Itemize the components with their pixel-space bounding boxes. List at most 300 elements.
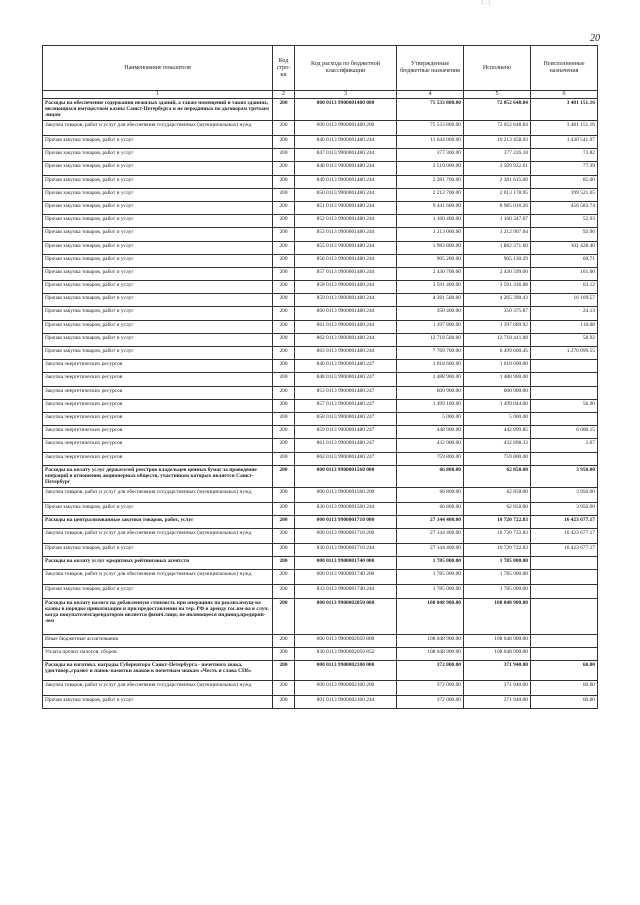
cell-kbk: 846 0113 9900001480 244 (295, 136, 397, 149)
table-row (43, 515, 598, 528)
column-number: 6 (531, 91, 598, 99)
table-row (43, 333, 598, 346)
cell-kbk: 858 0113 9900001480 244 (295, 281, 397, 294)
cell-name: Уплата прочих налогов, сборов (43, 647, 273, 660)
cell-approved: 27 144 400.00 (397, 515, 464, 528)
cell-name: Расходы на оплату налога на добавленную стоимость при операциях по реализ.имущ-ва казны в порядке приватизации и при предоставлении на тер. РФ в аренду гос.им-ва в случ. когда покупателем/арендатором является физич.лицо, не являющееся индивид.предприн-лем (43, 598, 273, 634)
cell-approved: 4 281 500.00 (397, 294, 464, 307)
cell-executed: 1 488 900.00 (464, 373, 531, 386)
cell-kbk: 862 0113 9900001480 247 (295, 452, 397, 465)
cell-unexecuted: 60.00 (531, 681, 598, 696)
cell-approved: 1 785 000.00 (397, 570, 464, 585)
table-row (43, 696, 598, 709)
cell-code: 200 (273, 241, 295, 254)
table-row (43, 502, 598, 515)
cell-code: 200 (273, 452, 295, 465)
cell-kbk: 850 0113 9900001480 244 (295, 188, 397, 201)
cell-executed: 1 397 689.92 (464, 320, 531, 333)
cell-kbk: 000 0113 9900002050 800 (295, 634, 397, 647)
cell-executed: 3 212 907.04 (464, 228, 531, 241)
cell-name: Прочая закупка товаров, работ и услуг (43, 188, 273, 201)
table-row (43, 529, 598, 544)
cell-kbk: 000 0113 9900001560 200 (295, 487, 397, 502)
table-row (43, 426, 598, 439)
cell-name: Расходы на оплату услуг держателей реестров владельцев ценных бумаг за проведение операций в отношении акционерных обществ, участником которых является Санкт-Петербург (43, 465, 273, 487)
cell-unexecuted: 58.92 (531, 333, 598, 346)
cell-executed: 350 375.87 (464, 307, 531, 320)
cell-executed: 1 785 000.00 (464, 570, 531, 585)
cell-approved: 372 000.00 (397, 696, 464, 709)
cell-code: 200 (273, 373, 295, 386)
cell-unexecuted: 110.08 (531, 320, 598, 333)
cell-kbk: 000 0113 9900001480 200 (295, 121, 397, 136)
cell-kbk: 855 0113 9900001480 244 (295, 241, 397, 254)
cell-kbk: 000 0113 9900001480 000 (295, 99, 397, 121)
cell-executed: 2 013 178.95 (464, 188, 531, 201)
page-number: 20 (590, 33, 600, 44)
cell-name: Закупка энергетических ресурсов (43, 412, 273, 425)
table-row (43, 347, 598, 360)
cell-unexecuted (531, 585, 598, 598)
cell-code: 200 (273, 149, 295, 162)
table-row (43, 399, 598, 412)
column-numbers-row (43, 91, 598, 99)
column-number: 5 (464, 91, 531, 99)
cell-approved: 12 718 500.00 (397, 333, 464, 346)
cell-executed: 6 499 600.45 (464, 347, 531, 360)
cell-kbk: 847 0113 9900001480 244 (295, 149, 397, 162)
cell-kbk: 856 0113 9900001480 244 (295, 254, 397, 267)
cell-approved: 27 144 400.00 (397, 529, 464, 544)
cell-approved: 75 533 800.00 (397, 99, 464, 121)
cell-executed: 1 499 044.00 (464, 399, 531, 412)
table-row (43, 228, 598, 241)
cell-code: 200 (273, 696, 295, 709)
cell-unexecuted: 56.00 (531, 399, 598, 412)
cell-approved: 1 397 800.00 (397, 320, 464, 333)
cell-unexecuted: 60.00 (531, 696, 598, 709)
cell-approved: 1 018 600.00 (397, 360, 464, 373)
cell-kbk: 833 0113 9900001740 244 (295, 585, 397, 598)
cell-unexecuted: 101 428.40 (531, 241, 598, 254)
cell-name: Прочая закупка товаров, работ и услуг (43, 162, 273, 175)
cell-name: Закупка энергетических ресурсов (43, 360, 273, 373)
cell-kbk: 861 0113 9900001480 247 (295, 439, 397, 452)
cell-unexecuted: 3 481 151.16 (531, 99, 598, 121)
cell-name: Прочая закупка товаров, работ и услуг (43, 201, 273, 214)
cell-name: Прочая закупка товаров, работ и услуг (43, 307, 273, 320)
table-row (43, 452, 598, 465)
table-row (43, 487, 598, 502)
column-number: 2 (273, 91, 295, 99)
cell-executed: 72 052 648.84 (464, 121, 531, 136)
column-header-name: Наименование показателя (43, 46, 273, 91)
table-row (43, 544, 598, 557)
cell-code: 200 (273, 228, 295, 241)
cell-executed: 4 265 390.43 (464, 294, 531, 307)
column-header-kbk: Код расхода по бюджетной классификации (295, 46, 397, 91)
table-body (43, 99, 598, 709)
cell-code: 200 (273, 386, 295, 399)
cell-name: Прочая закупка товаров, работ и услуг (43, 281, 273, 294)
table-row (43, 412, 598, 425)
cell-code: 200 (273, 333, 295, 346)
cell-approved: 108 048 900.00 (397, 634, 464, 647)
cell-executed: 3 591 336.88 (464, 281, 531, 294)
cell-code: 200 (273, 320, 295, 333)
cell-unexecuted (531, 634, 598, 647)
cell-name: Закупка товаров, работ и услуг для обеспечения государственных (муниципальных) нужд (43, 121, 273, 136)
cell-kbk: 801 0113 9900002100 244 (295, 696, 397, 709)
cell-unexecuted (531, 570, 598, 585)
cell-name: Прочая закупка товаров, работ и услуг (43, 333, 273, 346)
cell-unexecuted: 3 950.00 (531, 465, 598, 487)
cell-executed: 62 850.00 (464, 465, 531, 487)
cell-kbk: 853 0113 9900001480 244 (295, 228, 397, 241)
table-row (43, 373, 598, 386)
cell-unexecuted: 3 950.00 (531, 487, 598, 502)
cell-unexecuted: 16 423 677.17 (531, 544, 598, 557)
cell-approved: 1 488 900.00 (397, 373, 464, 386)
corner-mark: (...) (481, 0, 490, 6)
table-row (43, 386, 598, 399)
cell-approved: 1 983 800.00 (397, 241, 464, 254)
cell-name: Прочая закупка товаров, работ и услуг (43, 347, 273, 360)
cell-approved: 2 430 700.00 (397, 267, 464, 280)
cell-executed: 108 048 900.00 (464, 598, 531, 634)
cell-kbk: 857 0113 9900001480 247 (295, 399, 397, 412)
cell-approved: 66 800.00 (397, 465, 464, 487)
column-number: 3 (295, 91, 397, 99)
cell-code: 200 (273, 647, 295, 660)
cell-kbk: 000 0113 9900001710 000 (295, 515, 397, 528)
cell-executed: 10 720 722.83 (464, 529, 531, 544)
cell-name: Закупка товаров, работ и услуг для обеспечения государственных (муниципальных) нужд (43, 487, 273, 502)
cell-approved: 2 381 700.00 (397, 175, 464, 188)
table-row (43, 149, 598, 162)
table-row (43, 439, 598, 452)
cell-unexecuted: 1 270 099.55 (531, 347, 598, 360)
cell-code: 200 (273, 465, 295, 487)
column-header-approved: Утвержденные бюджетные назначения (397, 46, 464, 91)
cell-code: 200 (273, 585, 295, 598)
cell-unexecuted (531, 412, 598, 425)
cell-approved: 108 048 900.00 (397, 647, 464, 660)
cell-kbk: 830 0113 9900001710 244 (295, 544, 397, 557)
cell-executed: 2 430 599.00 (464, 267, 531, 280)
cell-name: Расходы на оплату услуг кредитных рейтинговых агентств (43, 557, 273, 570)
cell-approved: 108 048 900.00 (397, 598, 464, 634)
cell-code: 200 (273, 529, 295, 544)
cell-unexecuted: 1 430 541.97 (531, 136, 598, 149)
cell-kbk: 848 0113 9900001480 244 (295, 162, 397, 175)
cell-approved: 5 000.00 (397, 412, 464, 425)
cell-executed: 3 509 922.61 (464, 162, 531, 175)
cell-name: Закупка энергетических ресурсов (43, 386, 273, 399)
cell-executed: 371 940.00 (464, 696, 531, 709)
column-number: 4 (397, 91, 464, 99)
cell-kbk: 853 0113 9900001480 247 (295, 386, 397, 399)
header-row (43, 46, 598, 91)
cell-approved: 2 212 700.00 (397, 188, 464, 201)
cell-executed: 10 720 722.83 (464, 515, 531, 528)
cell-kbk: 861 0113 9900001480 244 (295, 320, 397, 333)
table-row (43, 188, 598, 201)
table-row (43, 598, 598, 634)
cell-kbk: 852 0113 9900001480 244 (295, 215, 397, 228)
cell-kbk: 848 0113 9900001480 247 (295, 373, 397, 386)
budget-execution-table (42, 45, 598, 709)
cell-kbk: 863 0113 9900001480 244 (295, 347, 397, 360)
cell-code: 200 (273, 281, 295, 294)
cell-name: Прочая закупка товаров, работ и услуг (43, 175, 273, 188)
table-row (43, 465, 598, 487)
cell-code: 200 (273, 681, 295, 696)
cell-kbk: 000 0113 9900001740 000 (295, 557, 397, 570)
cell-kbk: 000 0113 9900002100 200 (295, 681, 397, 696)
table-row (43, 267, 598, 280)
cell-executed: 2 381 615.00 (464, 175, 531, 188)
cell-code: 200 (273, 487, 295, 502)
cell-approved: 1 785 000.00 (397, 585, 464, 598)
column-header-code: Код стро-ки (273, 46, 295, 91)
cell-kbk: 830 0113 9900002050 852 (295, 647, 397, 660)
cell-name: Закупка товаров, работ и услуг для обеспечения государственных (муниципальных) нужд (43, 529, 273, 544)
cell-unexecuted (531, 557, 598, 570)
cell-code: 200 (273, 121, 295, 136)
cell-unexecuted: 101.00 (531, 267, 598, 280)
cell-name: Закупка энергетических ресурсов (43, 373, 273, 386)
cell-unexecuted: 63.12 (531, 281, 598, 294)
cell-executed: 10 213 458.03 (464, 136, 531, 149)
cell-approved: 1 499 100.00 (397, 399, 464, 412)
cell-kbk: 000 0113 9900002050 000 (295, 598, 397, 634)
cell-approved: 759 800.00 (397, 452, 464, 465)
cell-executed: 371 940.00 (464, 661, 531, 681)
cell-executed: 377 226.18 (464, 149, 531, 162)
cell-code: 200 (273, 557, 295, 570)
cell-executed: 108 048 900.00 (464, 647, 531, 660)
cell-unexecuted (531, 598, 598, 634)
cell-name: Прочая закупка товаров, работ и услуг (43, 228, 273, 241)
table-row (43, 281, 598, 294)
cell-approved: 9 441 600.00 (397, 201, 464, 214)
table-row (43, 215, 598, 228)
table-row (43, 121, 598, 136)
cell-executed: 10 720 722.83 (464, 544, 531, 557)
cell-executed: 1 160 347.07 (464, 215, 531, 228)
cell-approved: 600 900.00 (397, 386, 464, 399)
cell-code: 200 (273, 294, 295, 307)
table-row (43, 634, 598, 647)
cell-code: 200 (273, 136, 295, 149)
cell-approved: 350 400.00 (397, 307, 464, 320)
cell-name: Закупка энергетических ресурсов (43, 399, 273, 412)
table-row (43, 661, 598, 681)
column-header-executed: Исполнено (464, 46, 531, 91)
table-row (43, 136, 598, 149)
cell-executed: 442 899.85 (464, 426, 531, 439)
cell-code: 200 (273, 570, 295, 585)
cell-unexecuted: 6 000.15 (531, 426, 598, 439)
table-row (43, 241, 598, 254)
cell-executed: 62 850.00 (464, 502, 531, 515)
cell-executed: 432 898.33 (464, 439, 531, 452)
cell-executed: 905 130.29 (464, 254, 531, 267)
cell-name: Закупка энергетических ресурсов (43, 426, 273, 439)
cell-unexecuted: 73.82 (531, 149, 598, 162)
cell-code: 200 (273, 99, 295, 121)
cell-name: Прочая закупка товаров, работ и услуг (43, 267, 273, 280)
cell-unexecuted: 60.00 (531, 661, 598, 681)
cell-executed: 1 785 000.00 (464, 557, 531, 570)
cell-unexecuted: 456 583.74 (531, 201, 598, 214)
cell-kbk: 860 0113 9900001480 244 (295, 307, 397, 320)
cell-executed: 600 900.00 (464, 386, 531, 399)
cell-unexecuted: 16 423 677.17 (531, 515, 598, 528)
cell-approved: 27 144 400.00 (397, 544, 464, 557)
table-row (43, 557, 598, 570)
cell-approved: 3 510 000.00 (397, 162, 464, 175)
cell-name: Прочая закупка товаров, работ и услуг (43, 320, 273, 333)
cell-approved: 432 900.00 (397, 439, 464, 452)
cell-unexecuted: 24.13 (531, 307, 598, 320)
cell-name: Прочая закупка товаров, работ и услуг (43, 585, 273, 598)
cell-name: Иные бюджетные ассигнования (43, 634, 273, 647)
cell-approved: 66 800.00 (397, 502, 464, 515)
cell-name: Расходы на изготовл. награды Губернатора Санкт-Петербурга - почетного знака, удостовер.,грамот и папок-памятки знаков к почетным знакам «Честь и слава СПб» (43, 661, 273, 681)
cell-code: 200 (273, 399, 295, 412)
cell-unexecuted: 52.93 (531, 215, 598, 228)
cell-executed: 1 882 371.60 (464, 241, 531, 254)
cell-unexecuted: 77.39 (531, 162, 598, 175)
table-row (43, 175, 598, 188)
cell-code: 200 (273, 502, 295, 515)
cell-code: 200 (273, 360, 295, 373)
cell-code: 200 (273, 661, 295, 681)
cell-unexecuted (531, 452, 598, 465)
cell-approved: 1 785 000.00 (397, 557, 464, 570)
table-row (43, 294, 598, 307)
cell-unexecuted (531, 647, 598, 660)
cell-approved: 7 769 700.00 (397, 347, 464, 360)
cell-approved: 3 591 400.00 (397, 281, 464, 294)
cell-code: 200 (273, 439, 295, 452)
cell-code: 200 (273, 412, 295, 425)
cell-name: Закупка энергетических ресурсов (43, 439, 273, 452)
cell-kbk: 000 0113 9900002100 000 (295, 661, 397, 681)
cell-kbk: 000 0113 9900001710 200 (295, 529, 397, 544)
cell-code: 200 (273, 215, 295, 228)
cell-executed: 8 985 016.26 (464, 201, 531, 214)
cell-approved: 75 533 800.00 (397, 121, 464, 136)
cell-kbk: 851 0113 9900001480 244 (295, 201, 397, 214)
cell-kbk: 858 0113 9900001480 247 (295, 412, 397, 425)
cell-code: 200 (273, 598, 295, 634)
cell-unexecuted (531, 386, 598, 399)
cell-name: Прочая закупка товаров, работ и услуг (43, 136, 273, 149)
cell-executed: 5 000.00 (464, 412, 531, 425)
cell-approved: 66 800.00 (397, 487, 464, 502)
cell-code: 200 (273, 162, 295, 175)
cell-code: 200 (273, 201, 295, 214)
cell-approved: 3 213 000.00 (397, 228, 464, 241)
cell-kbk: 000 0113 9900001560 000 (295, 465, 397, 487)
cell-name: Расходы на централизованные закупки товаров, работ, услуг (43, 515, 273, 528)
cell-name: Закупка товаров, работ и услуг для обеспечения государственных (муниципальных) нужд (43, 570, 273, 585)
cell-name: Расходы на обеспечение содержания нежилых зданий, а также помещений в таких зданиях, являющихся имуществом казны Санкт-Петербурга и не переданных по договорам третьим лицам (43, 99, 273, 121)
cell-unexecuted: 69.71 (531, 254, 598, 267)
cell-approved: 372 000.00 (397, 681, 464, 696)
cell-unexecuted: 3 950.00 (531, 502, 598, 515)
table-row (43, 647, 598, 660)
cell-code: 200 (273, 254, 295, 267)
cell-executed: 72 052 648.84 (464, 99, 531, 121)
cell-unexecuted: 3 481 151.16 (531, 121, 598, 136)
cell-executed: 1 785 000.00 (464, 585, 531, 598)
cell-name: Закупка энергетических ресурсов (43, 452, 273, 465)
cell-kbk: 859 0113 9900001480 247 (295, 426, 397, 439)
cell-code: 200 (273, 544, 295, 557)
cell-name: Прочая закупка товаров, работ и услуг (43, 544, 273, 557)
cell-name: Закупка товаров, работ и услуг для обеспечения государственных (муниципальных) нужд (43, 681, 273, 696)
cell-executed: 108 048 900.00 (464, 634, 531, 647)
cell-kbk: 830 0113 9900001560 244 (295, 502, 397, 515)
cell-kbk: 857 0113 9900001480 244 (295, 267, 397, 280)
table-row (43, 254, 598, 267)
cell-approved: 372 000.00 (397, 661, 464, 681)
cell-name: Прочая закупка товаров, работ и услуг (43, 502, 273, 515)
cell-executed: 371 940.00 (464, 681, 531, 696)
table-row (43, 162, 598, 175)
table-row (43, 307, 598, 320)
cell-kbk: 849 0113 9900001480 244 (295, 175, 397, 188)
cell-code: 200 (273, 515, 295, 528)
table-row (43, 201, 598, 214)
cell-executed: 12 718 441.08 (464, 333, 531, 346)
cell-name: Прочая закупка товаров, работ и услуг (43, 294, 273, 307)
cell-kbk: 000 0113 9900001740 200 (295, 570, 397, 585)
cell-kbk: 846 0113 9900001480 247 (295, 360, 397, 373)
cell-name: Прочая закупка товаров, работ и услуг (43, 241, 273, 254)
table-row (43, 585, 598, 598)
cell-kbk: 859 0113 9900001480 244 (295, 294, 397, 307)
column-header-unexecuted: Неисполненные назначения (531, 46, 598, 91)
cell-executed: 62 850.00 (464, 487, 531, 502)
cell-unexecuted: 85.00 (531, 175, 598, 188)
cell-name: Прочая закупка товаров, работ и услуг (43, 215, 273, 228)
cell-approved: 377 300.00 (397, 149, 464, 162)
cell-name: Прочая закупка товаров, работ и услуг (43, 149, 273, 162)
cell-approved: 905 200.00 (397, 254, 464, 267)
cell-executed: 759 800.00 (464, 452, 531, 465)
cell-executed: 1 018 600.00 (464, 360, 531, 373)
cell-unexecuted (531, 360, 598, 373)
cell-unexecuted: 1.67 (531, 439, 598, 452)
table-row (43, 320, 598, 333)
cell-unexecuted: 16 423 677.17 (531, 529, 598, 544)
cell-code: 200 (273, 307, 295, 320)
cell-approved: 11 644 000.00 (397, 136, 464, 149)
cell-code: 200 (273, 188, 295, 201)
cell-approved: 1 160 400.00 (397, 215, 464, 228)
table-row (43, 99, 598, 121)
table-row (43, 681, 598, 696)
column-number: 1 (43, 91, 273, 99)
cell-unexecuted: 92.96 (531, 228, 598, 241)
cell-kbk: 862 0113 9900001480 244 (295, 333, 397, 346)
cell-code: 200 (273, 634, 295, 647)
